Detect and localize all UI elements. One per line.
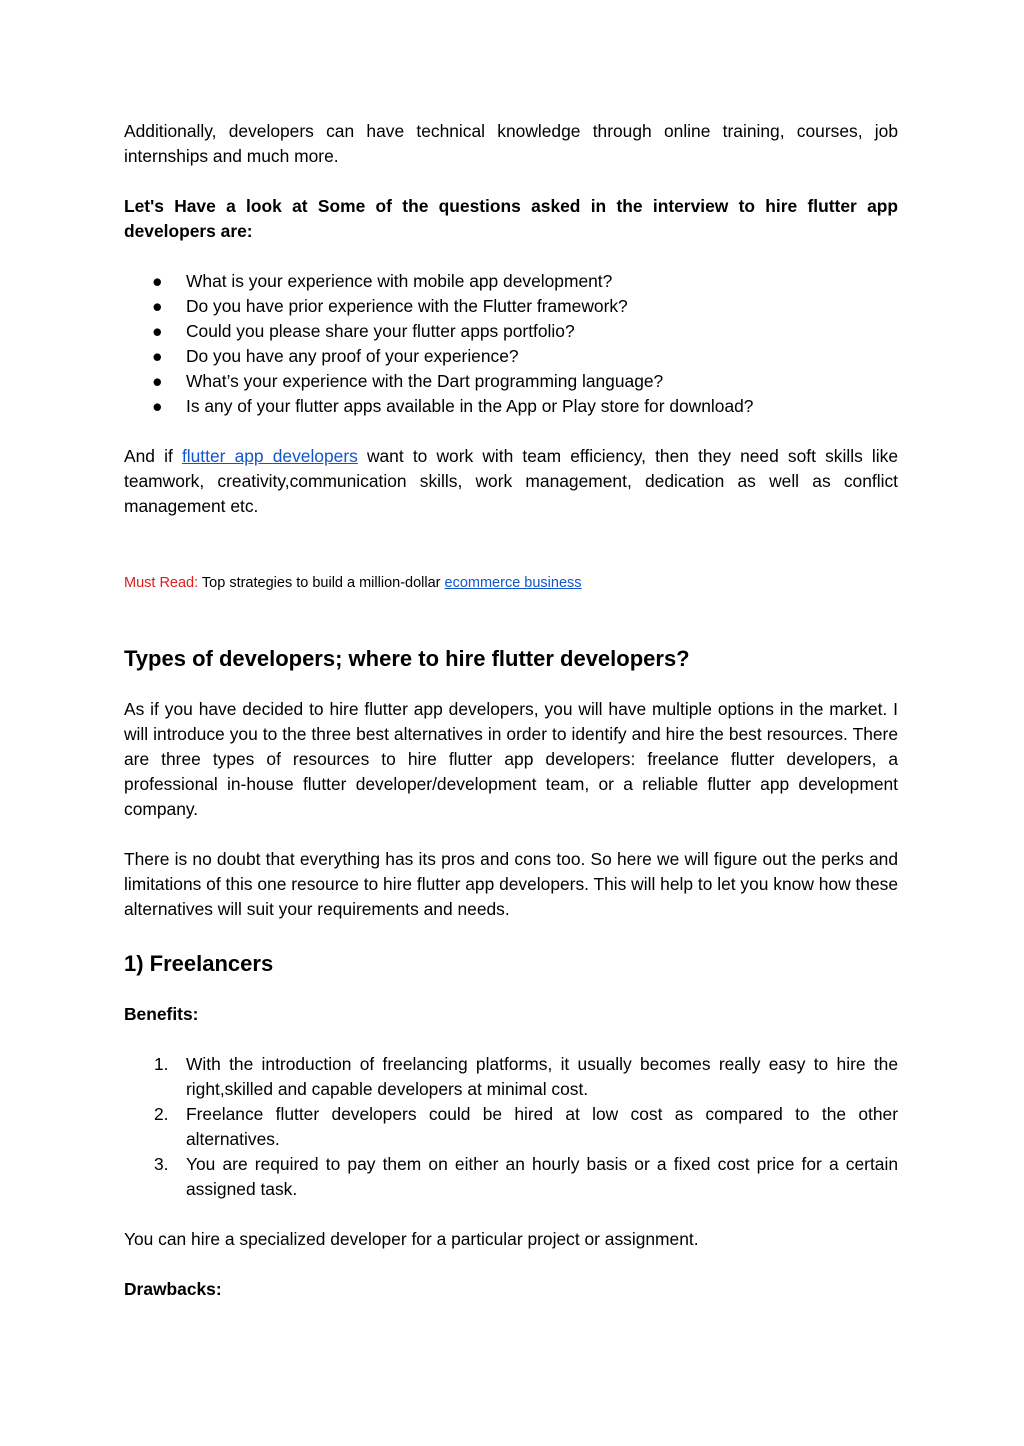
must-read-line: Must Read: Top strategies to build a million-dollar ecommerce business <box>124 575 582 591</box>
flutter-app-developers-link[interactable]: flutter app developers <box>181 446 358 466</box>
must-read-label: Must Read: <box>124 575 199 591</box>
bullet-icon: ● <box>152 271 163 291</box>
bullet-icon: ● <box>152 396 163 416</box>
soft-skills-paragraph: And if flutter app developers want to work with team efficiency, then they need soft skills like teamwork, creativity,communication skills, work management, dedication as well as conflict management etc. <box>124 446 898 516</box>
bullet-icon: ● <box>152 346 163 366</box>
list-number: 3. <box>154 1154 169 1174</box>
ecommerce-business-link[interactable]: ecommerce business <box>444 575 582 591</box>
benefits-list <box>124 1052 898 1202</box>
list-item: ● What’s your experience with the Dart programming language? <box>124 369 898 394</box>
bullet-icon: ● <box>152 321 163 341</box>
list-item: ● Could you please share your flutter apps portfolio? <box>124 319 898 344</box>
questions-list <box>124 269 898 419</box>
bullet-icon: ● <box>152 296 163 316</box>
list-item: ● Do you have prior experience with the Flutter framework? <box>124 294 898 319</box>
freelancers-heading: 1) Freelancers <box>124 951 274 976</box>
list-number: 2. <box>154 1104 169 1124</box>
types-paragraph-2: There is no doubt that everything has its pros and cons too. So here we will figure out the perks and limitations of this one resource to hire flutter app developers. This will help to let you know how these alternatives will suit your requirements and needs. <box>124 849 898 919</box>
drawbacks-label: Drawbacks: <box>124 1279 222 1299</box>
list-number: 1. <box>154 1054 169 1074</box>
list-item: ● What is your experience with mobile app development? <box>124 269 898 294</box>
benefits-label: Benefits: <box>124 1004 199 1024</box>
freelancer-note: You can hire a specialized developer for a particular project or assignment. <box>124 1229 699 1249</box>
list-item: 2. Freelance flutter developers could be hired at low cost as compared to the other alternatives. <box>154 1104 898 1149</box>
intro-paragraph: Additionally, developers can have technical knowledge through online training, courses, job internships and much more. <box>124 121 898 166</box>
list-item: 1. With the introduction of freelancing platforms, it usually becomes really easy to hire the right,skilled and capable developers at minimal cost. <box>154 1054 898 1099</box>
bullet-icon: ● <box>152 371 163 391</box>
types-paragraph-1: As if you have decided to hire flutter app developers, you will have multiple options in the market. I will introduce you to the three best alternatives in order to identify and hire the best resources. There are three types of resources to hire flutter app developers: freelance flutter developers, a professional in-house flutter developer/development team, or a reliable flutter app development company. <box>124 699 898 819</box>
types-heading: Types of developers; where to hire flutter developers? <box>124 646 690 671</box>
document-page <box>124 119 898 1302</box>
list-item: 3. You are required to pay them on either an hourly basis or a fixed cost price for a certain assigned task. <box>154 1154 898 1199</box>
questions-heading: Let's Have a look at Some of the questions asked in the interview to hire flutter app developers are: <box>124 196 898 241</box>
list-item: ● Do you have any proof of your experience? <box>124 344 898 369</box>
list-item: ● Is any of your flutter apps available in the App or Play store for download? <box>124 394 898 419</box>
